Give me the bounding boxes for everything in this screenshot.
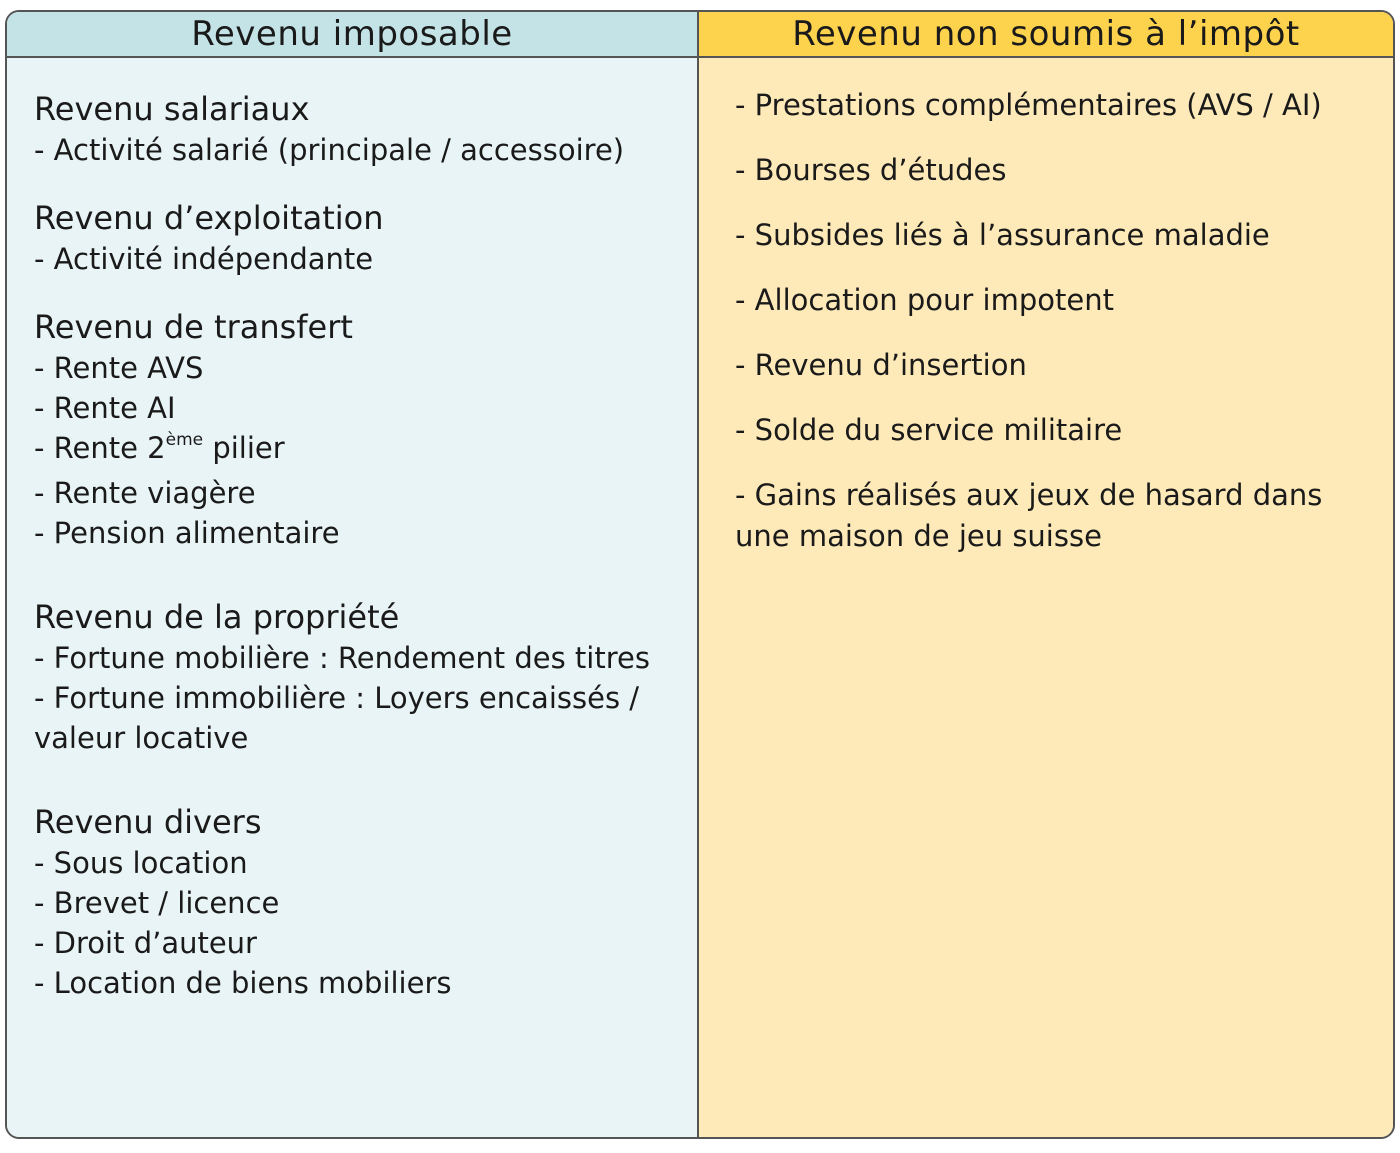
item-text: pilier xyxy=(203,431,285,465)
group-salary xyxy=(34,88,677,170)
list-item: - Fortune immobilière : Loyers encaissés / valeur locative xyxy=(34,681,640,755)
list-item: - Activité salarié (principale / accessoire) xyxy=(34,133,625,167)
income-table xyxy=(5,10,1395,1139)
group-misc xyxy=(34,801,677,1003)
group-property xyxy=(34,596,677,758)
group-title: Revenu divers xyxy=(34,803,262,841)
list-item: - Activité indépendante xyxy=(34,242,374,276)
item-text: - Rente 2 xyxy=(34,431,166,465)
non-taxable-column xyxy=(699,12,1393,1137)
group-transfer xyxy=(34,306,677,553)
list-item: - Location de biens mobiliers xyxy=(34,966,452,1000)
list-item: - Rente viagère xyxy=(34,476,256,510)
non-taxable-header: Revenu non soumis à l’impôt xyxy=(699,12,1393,58)
list-item: - Subsides liés à l’assurance maladie xyxy=(735,218,1270,252)
list-item: - Droit d’auteur xyxy=(34,926,257,960)
superscript: ème xyxy=(165,430,204,450)
list-item xyxy=(34,428,677,473)
list-item: - Bourses d’études xyxy=(735,153,1007,187)
list-item: - Sous location xyxy=(34,846,248,880)
list-item: - Fortune mobilière : Rendement des titres xyxy=(34,641,650,675)
non-taxable-body xyxy=(699,58,1393,557)
list-item: - Pension alimentaire xyxy=(34,516,340,550)
list-item: - Solde du service militaire xyxy=(735,413,1123,447)
list-item: - Allocation pour impotent xyxy=(735,283,1114,317)
list-item: - Prestations complémentaires (AVS / AI) xyxy=(735,88,1322,122)
list-item: - Gains réalisés aux jeux de hasard dans une maison de jeu suisse xyxy=(735,478,1323,553)
list-item: - Rente AI xyxy=(34,391,176,425)
list-item: - Revenu d’insertion xyxy=(735,348,1027,382)
group-title: Revenu salariaux xyxy=(34,90,310,128)
taxable-column xyxy=(7,12,699,1137)
group-operating xyxy=(34,197,677,279)
list-item: - Rente AVS xyxy=(34,351,204,385)
list-item: - Brevet / licence xyxy=(34,886,280,920)
taxable-header: Revenu imposable xyxy=(7,12,697,58)
group-title: Revenu de transfert xyxy=(34,308,353,346)
group-title: Revenu d’exploitation xyxy=(34,199,384,237)
group-title: Revenu de la propriété xyxy=(34,598,400,636)
taxable-body xyxy=(7,58,697,1003)
